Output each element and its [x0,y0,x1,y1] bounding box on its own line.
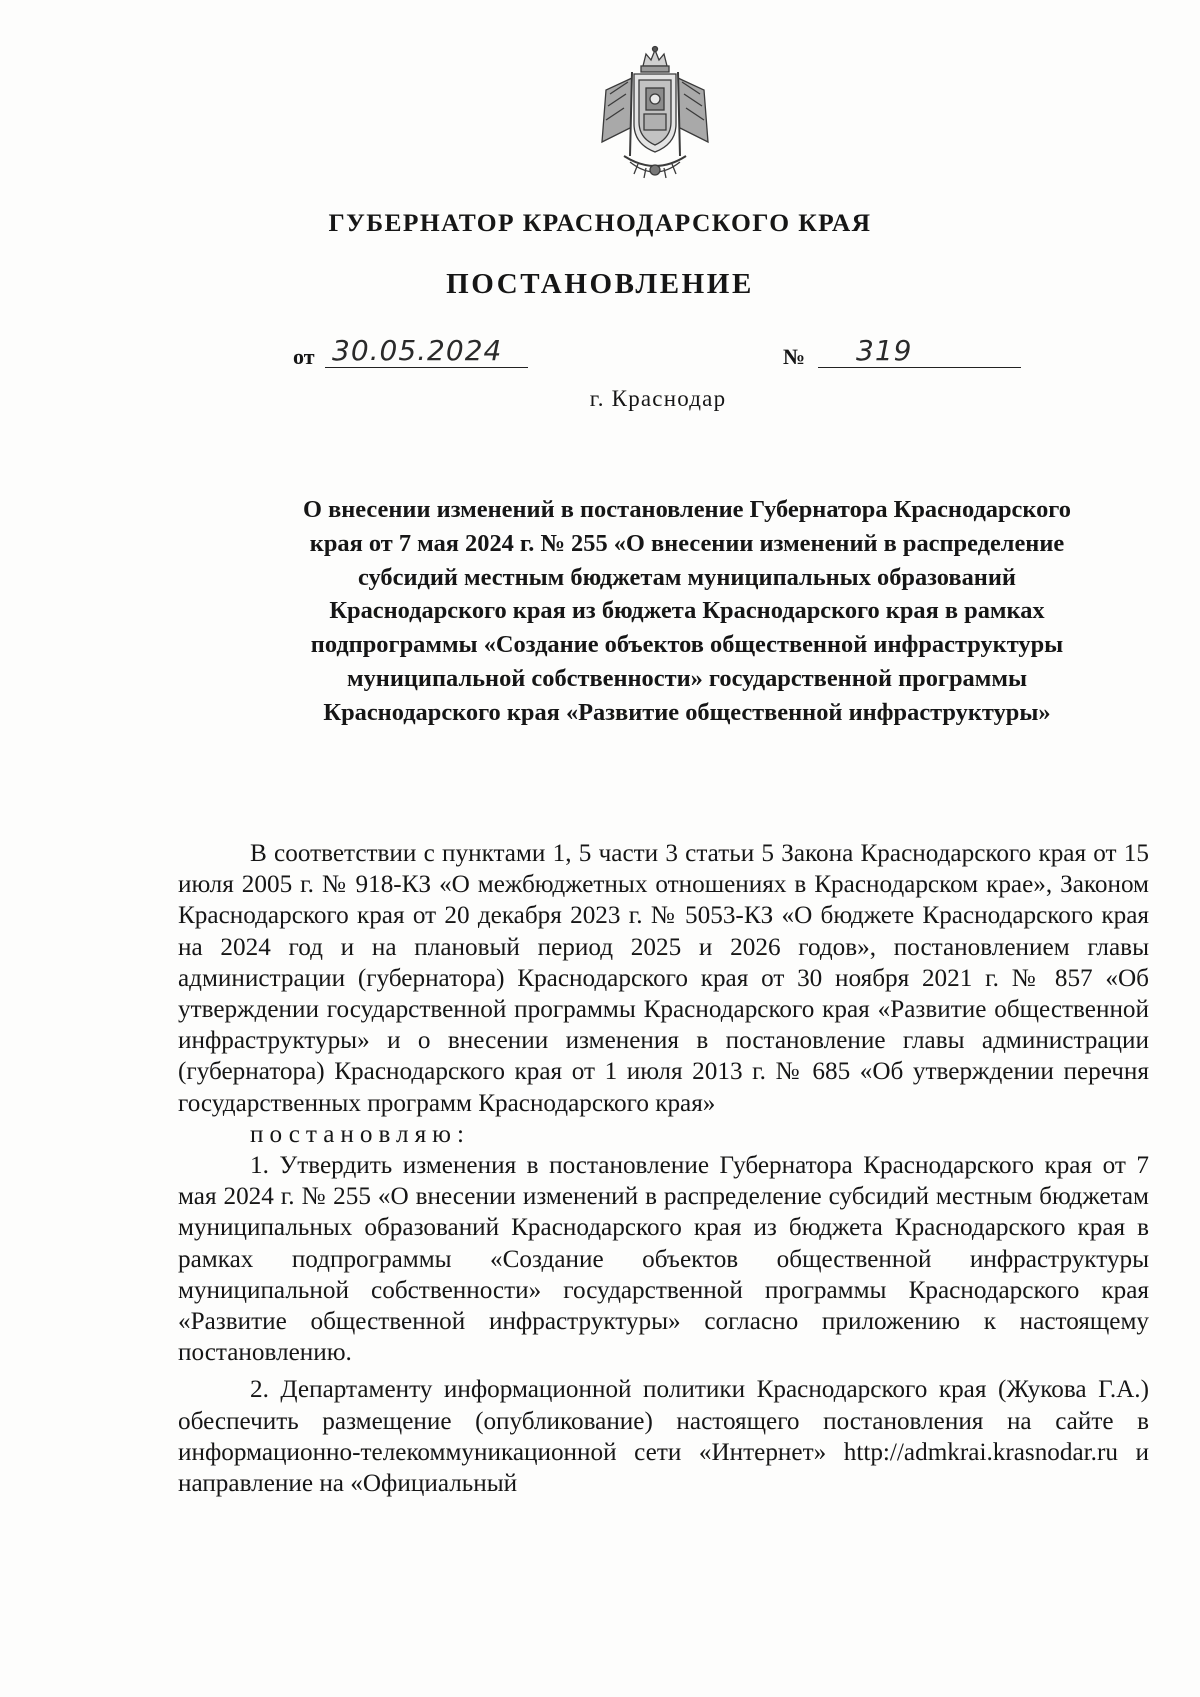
item-1-paragraph: 1. Утвердить изменения в постановление Губернатора Краснодарского края от 7 мая 2024 г. № 255 «О внесении изменений в распределение субсидий местным бюджетам муниципальных образований Краснодарского края из бюджета Краснодарского края в рамках подпрограммы «Создание объектов общественной инфраструктуры муниципальной собственности» государственной программы Краснодарского края «Развитие общественной инфраструктуры» согласно приложению к настоящему постановлению. [178,1152,1149,1367]
date-underline [325,367,528,368]
document-title: О внесении изменений в постановление Губернатора Краснодарского края от 7 мая 2024 г. № 255 «О внесении изменений в распределение субсидий местным бюджетам муниципальных образований Краснодарского края из бюджета Краснодарского края в рамках подпрограммы «Создание объектов общественной инфраструктуры муниципальной собственности» государственной программы Краснодарского края «Развитие общественной инфраструктуры» [303,496,1071,726]
document-type-heading: ПОСТАНОВЛЕНИЕ [446,268,754,300]
preamble-paragraph [178,838,1149,1150]
coat-of-arms-icon [594,44,716,186]
city-line: г. Краснодар [589,386,727,411]
handwritten-date: 30.05.2024 [332,334,503,367]
date-label: от [293,344,315,369]
handwritten-number: 319 [856,334,913,367]
item-2-paragraph: 2. Департаменту информационной политики Краснодарского края (Жукова Г.А.) обеспечить размещение (опубликование) настоящего постановления на сайте в информационно-телекоммуникационной сети «Интернет» http://admkrai.krasnodar.ru и направление на «Официальный [178,1376,1149,1498]
number-label: № [783,344,806,369]
organization-heading: ГУБЕРНАТОР КРАСНОДАРСКОГО КРАЯ [328,208,872,237]
decree-verb: постановляю: [250,1120,470,1148]
preamble-text: В соответствии с пунктами 1, 5 части 3 статьи 5 Закона Краснодарского края от 15 июля 2005 г. № 918-КЗ «О межбюджетных отношениях в Краснодарском крае», Законом Краснодарского края от 20 декабря 2023 г. № 5053-КЗ «О бюджете Краснодарского края на 2024 год и на плановый период 2025 и 2026 годов», постановлением главы администрации (губернатора) Краснодарского края от 30 ноября 2021 г. № 857 «Об утверждении государственной программы Краснодарского края «Развитие общественной инфраструктуры» и о внесении изменения в постановление главы администрации (губернатора) Краснодарского края от 1 июля 2013 г. № 685 «Об утверждении перечня государственных программ Краснодарского края» [178,840,1149,1117]
number-underline [818,367,1021,368]
document-body [178,838,1149,1499]
